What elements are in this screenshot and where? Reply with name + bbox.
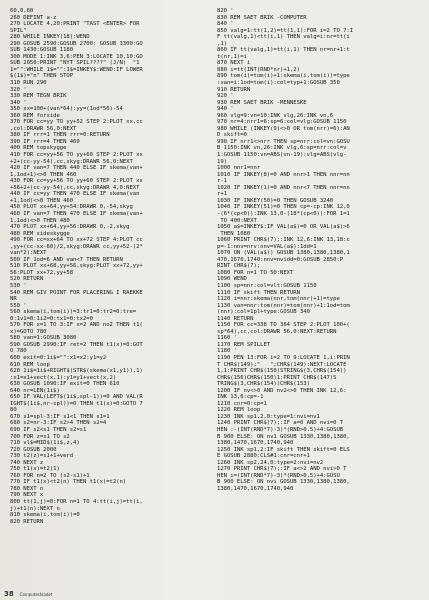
code-line: j)+t1(n):NEXT n: [10, 505, 60, 512]
code-line: 690 IF s2<s1 THEN s2=s1: [10, 427, 87, 433]
code-line: HEN :-(INT(RND*7)-3)*(RND>0.5)+4:GOSUB: [217, 427, 344, 433]
code-line: 1160 ': [217, 335, 237, 342]
code-line: :van=i:1od=tom(i):col=typ+1:GOSUB 350: [217, 80, 340, 87]
code-line: 1100 sp=nnr:col=vlt:GOSUB 1150: [217, 282, 317, 289]
code-line: 1060 PRINT CHR$(7);:INK 12,6:INK 13,18:c: [217, 237, 350, 244]
code-line: 410 FOR cc=yy+56 TO yy+60 STEP 2:PLOT xx: [10, 152, 143, 159]
code-line: 470 PLOT xx+64,yy+56:DRAWR 0,-2,skyg: [10, 224, 130, 231]
code-line: 480 REM sideskygge: [10, 230, 70, 237]
code-line: 970 nr=4:nrr1=6:sp=6:col=vlg:GOSUB 1150: [217, 119, 347, 126]
code-line: 1120 i=nnr:skema(nnr,tom(nnr)+1)=type: [217, 296, 340, 303]
code-line: 710 vl$=MID$(1i$,z,4): [10, 440, 80, 447]
code-line: 520 RETURN: [10, 276, 44, 283]
code-line: 1240 PRINT CHR$(7);:IF a=0 AND nvi=0 T: [217, 420, 344, 427]
code-line: 670 s1=spl-3:IF s1<1 THEN s1=1: [10, 413, 110, 420]
code-line: TRING$(3,CHR$(154))CHR$(153): [217, 381, 310, 388]
code-line: 280 WHILE INKEY(18):WEND: [10, 34, 90, 41]
code-line: 770 IF t1(x)<t2(n) THEN t1(x)=t2(n): [10, 479, 127, 486]
code-line: ,yy+(cc-xx-60)/2,skyg:DRAWR cc,yy+52-(2*: [10, 243, 143, 250]
code-line: 460 IF van=7 THEN 470 ELSE IF skema(van+: [10, 210, 143, 217]
code-line: 440 IF cc=yy THEN 470 ELSE IF skema(van: [10, 191, 140, 198]
code-line: 1130 van=nnr:tom(nnr)=tom(nnr)+1:1od=tom: [217, 302, 350, 309]
code-line: 640 nr=LEN(1i$): [10, 387, 60, 394]
code-line: HEN i=(INT(RND*7)-3)*(RND>0.5)+4:GOSU: [217, 472, 340, 479]
code-line: 490 FOR cc=xx+64 TO xx+72 STEP 4:PLOT cc: [10, 237, 143, 244]
code-line: 300 MODE 1:INK 3,6:PEN 3:LOCATE 10,10:GO: [10, 53, 143, 60]
code-line: 500 IF 1od=6 AND van<7 THEN RETURN: [10, 256, 123, 263]
code-line: INK 13,6:cp=-1: [217, 394, 264, 401]
code-line: 1030 IF INKEY(50)=0 THEN GOSUB 3240: [217, 197, 334, 204]
code-line: 1,1od+1)<>0 THEN 460: [10, 171, 77, 178]
code-line: 680 s2=nr-3:IF s2>4 THEN s2=4: [10, 420, 107, 427]
code-line: $(1$)="n" THEN STOP: [10, 73, 74, 80]
code-line: 1="":WHILE 1$="":1$=INKEY$:WEND:IF LOWER: [10, 66, 143, 73]
code-line: sp*64),cc,col:DRAWR 56,0:NEXT:RETURN: [217, 328, 337, 335]
code-line: 1070 ON (VAL(a$)) GOSUB 1380,1380,1380,1: [217, 250, 350, 257]
code-line: T CHR$(149);" ";CHR$(149):NEXT:LOCATE: [217, 361, 347, 368]
magazine-name: Computerbladet: [19, 592, 53, 597]
code-line: 810 skema(i,tom(i))=0: [10, 512, 80, 519]
code-line: 1110 IF skift THEN RETURN: [217, 289, 300, 296]
code-line: 1200 IF nv<>0 AND nv2<>0 THEN INK 12,6:: [217, 387, 347, 394]
code-line: 1050 a$=INKEY$:IF VAL(a$)=0 OR VAL(a$)>6: [217, 224, 350, 231]
code-line: TO 400:NEXT: [217, 217, 257, 224]
code-line: 390 IF rrr=4 THEN 460: [10, 138, 80, 145]
code-line: 730 t2(z)=s1+1+verd: [10, 453, 74, 460]
code-line: SPIL": [10, 27, 27, 34]
code-line: 760 FOR n=2 TO (s2-s1)+1: [10, 472, 90, 479]
code-line: 380 IF rrr=1 THEN rrr=0:RETURN: [10, 132, 110, 139]
code-line: 860 IF tt(valg,1)=tt(i,1) THEN nr=nr+1:t: [217, 47, 350, 54]
code-line: (nnr):col=1pl+type:GOSUB 340: [217, 309, 310, 316]
code-line: E GOSUB 2880:CLS#1:cnr=cnr+1: [217, 453, 310, 460]
page-footer: [4, 590, 52, 598]
code-line: 610 REM loop: [10, 361, 50, 368]
code-line: r-1: [217, 178, 227, 185]
code-line: NR: [10, 296, 17, 303]
code-line: t(nr,1)=i: [217, 53, 247, 60]
code-line: 930 REM SAET BRIK -MENNESKE: [217, 99, 307, 106]
code-line: 1080 FOR n=1 TO 50:NEXT: [217, 269, 294, 276]
code-line: 820 ': [217, 8, 234, 14]
page-number: 38: [4, 590, 14, 598]
code-line: THEN 1080: [217, 230, 251, 237]
code-line: ,1): [217, 40, 227, 47]
code-line: 740 NEXT z: [10, 459, 44, 466]
code-line: 840 ': [217, 21, 234, 28]
code-line: 1260 INK sp2,24,0:type=2:nvi=nv2: [217, 459, 324, 466]
listing-column-left: [10, 8, 210, 588]
code-line: 350 xx=100+(van*64):yy=(1od*56)-54: [10, 106, 123, 113]
code-line: 1180 ': [217, 348, 237, 355]
code-line: 360 REM forside: [10, 112, 60, 119]
code-line: 1190 PEN 13:FOR i=2 TO 9:LOCATE 1,i:PRIN: [217, 354, 350, 361]
code-line: +56+2+(cc-yy-54),cc,skyg:DRAWR 4,0:NEXT: [10, 184, 140, 191]
code-line: 430 FOR cc=yy+56 TO yy+60 STEP 2:PLOT xx: [10, 178, 143, 185]
code-line: 1090 WEND: [217, 276, 247, 283]
code-line: 700 FOR z=s1 TO s2: [10, 433, 70, 440]
code-line: 990 IF nrr1<>nrr THEN sp=nrr:col=vn:GOSU: [217, 138, 350, 145]
code-line: 650 IF VAL(LEFT$(1i$,spl-1))=0 AND VAL(R: [10, 394, 143, 401]
code-line: 540 REM GIV POINT FOR PLACERING I RAEKKE: [10, 289, 143, 296]
code-line: 790 NEXT x: [10, 492, 44, 499]
code-line: 450 PLOT xx+64,yy+54:DRAWR 0,-54,skyg: [10, 204, 133, 211]
code-line: 580 van=1:GOSUB 3080: [10, 335, 77, 342]
code-line: 1380,1470,1670,1740,940: [217, 440, 294, 447]
listing-column-right: [217, 8, 425, 588]
code-line: 56:PLOT xx+72,yy+58: [10, 269, 74, 276]
code-line: 400 REM topskygge: [10, 145, 67, 152]
code-line: p=-1:nnv=nrv:nnv=VAL(a$):1dd=1: [217, 243, 317, 250]
code-line: B 900 ELSE: ON nvi GOSUB 1330,1380,1380,: [217, 479, 350, 486]
code-line: 1,1od)<>0 THEN 480: [10, 217, 70, 224]
code-line: 60,0,60: [10, 8, 34, 14]
code-line: 1010 IF INKEY(8)=0 AND nnr>1 THEN nnr=nn: [217, 171, 350, 178]
code-line: 550 ': [10, 302, 27, 309]
code-line: SUB 2050:PRINT "NYT SPIL????" (J/N) "1: [10, 60, 140, 67]
code-line: IGHT$(1i$,nr-spl))=0 THEN t1(x)=0:GOTO 7: [10, 400, 143, 407]
code-line: 980 WHILE (INKEY(9)<>0 OR tom(nrr)=6):AN: [217, 125, 350, 132]
code-line: 720 GOSUB 2000: [10, 446, 57, 453]
code-line: 1210 cnr=0:cp=1: [217, 400, 267, 407]
code-line: CHR$(156)CHR$(150)1:PRINT CHR$(147)S: [217, 374, 337, 381]
code-line: 1040 IF INKEY(51)=0 THEN cp=-cp:INK 12,0: [217, 204, 350, 211]
code-line: 1220 REM loop: [217, 407, 261, 414]
code-line: 920 ': [217, 93, 234, 100]
code-line: 940 ': [217, 106, 234, 113]
code-line: 370 FOR cc=yy TO yy+52 STEP 2:PLOT xx,cc: [10, 119, 143, 126]
code-line: 1170 REM SPILLET: [217, 341, 271, 348]
code-line: 420 IF van=7 THEN 440 ELSE IF skema(van+: [10, 165, 143, 172]
code-line: 820 RETURN: [10, 518, 44, 525]
code-line: 630 GOSUB 1090:IF exit=0 THEN 610: [10, 381, 120, 388]
code-line: O 780: [10, 348, 27, 355]
code-line: SUB 1430:GOSUB 1180: [10, 47, 74, 54]
code-line: 80: [10, 407, 17, 414]
code-line: 960 vlg=9:vn=10:INK vlg,26:INK vn,6: [217, 112, 334, 119]
code-line: B 1150:INK vn,26:INK vlg,6:sp=nrr:col=v: [217, 145, 347, 152]
code-line: 600 exit=0:1i$="":x1=x2:y1=y2: [10, 354, 107, 361]
code-line: 910 RETURN: [217, 86, 251, 93]
code-line: D skift=0: [217, 132, 247, 139]
code-line: 1380,1470,1670,1740,940: [217, 485, 294, 492]
code-line: 890 tom(i)=tom(i)+1:skema(i,tom(i))=type: [217, 73, 350, 80]
code-line: +2+(cc-yy-54),cc,skyg:DRAWR 56,0:NEXT: [10, 158, 133, 165]
code-line: 620 1i$=1i$+RIGHT$(STR$(skema(x1,y1)),1): [10, 368, 143, 375]
code-line: 830 REM SAET BRIK -COMPUTER: [217, 14, 307, 21]
code-line: r+1: [217, 191, 227, 198]
code-line: 780 NEXT n: [10, 485, 44, 492]
code-line: 1,1:PRINT CHR$(150)STRING$(3,CHR$(154)): [217, 368, 347, 375]
code-line: 310 RUN 290: [10, 80, 47, 87]
code-line: 340 ': [10, 99, 27, 106]
code-line: 1270 PRINT CHR$(7);:IF a<>2 AND nvi>0 T: [217, 466, 347, 473]
code-line: 320 ': [10, 86, 27, 93]
code-line: 0:1v1=0:1i2=0:tx1=0:tx2=0: [10, 315, 93, 322]
code-line: :x1=x1+vect(x,1):y1=y1+vect(x,2): [10, 374, 117, 381]
code-line: 750 t1(x)=t2(1): [10, 466, 60, 473]
code-line: ,col:DRAWR 56,0:NEXT: [10, 125, 77, 132]
code-line: van*2):NEXT: [10, 250, 47, 257]
code-line: 1150 FOR cc=338 TO 364 STEP 2:PLOT 100+(: [217, 322, 350, 329]
code-line: 1140 RETURN: [217, 315, 254, 322]
code-line: 1:GOSUB 1150:vn=ABS(vn-19):vlg=ABS(vlg-: [217, 152, 347, 159]
code-line: 570 FOR x=1 TO 3:IF x=2 AND no2 THEN t1(: [10, 322, 143, 329]
code-line: 260 DEFINT a-z: [10, 14, 57, 21]
code-line: RINT CHR$(7);: [217, 263, 261, 270]
code-line: 1000 nnr1=nnr: [217, 165, 261, 172]
code-line: 330 REM TEGN BRIK: [10, 93, 67, 100]
code-line: 290 GOSUB 2590:GOSUB 2700: GOSUB 3300:GO: [10, 40, 143, 47]
code-line: 800 tt(1,j)=0:FOR n=1 TO 4:tt(i,j)=tt(i,: [10, 499, 143, 506]
code-line: 510 PLOT xx+68,yy+56,skyg:PLOT xx+72,yy+: [10, 263, 143, 270]
code-line: 1230 INK sp1,2,0:type=1:nvi=nv1: [217, 413, 320, 420]
code-line: 590 GOSUB 2990:IF ret=2 THEN t1(x)=0:GOT: [10, 341, 143, 348]
code-line: 19): [217, 158, 227, 165]
code-line: 1020 IF INKEY(1)=0 AND nnr<7 THEN nnr=nn: [217, 184, 350, 191]
code-line: 470,1670,1740:nnv=nvidd=0:GOSUB 2850:P: [217, 256, 344, 263]
code-line: 270 LOCATE 4,20:PRINT "TAST <ENTER> FOR: [10, 21, 140, 28]
code-line: +1,1od)<>0 THEN 460: [10, 197, 74, 204]
code-line: F tt(valg,1)<tt(i,1) THEN valg=i:nr=tt(i: [217, 34, 350, 41]
code-line: 870 NEXT i: [217, 60, 251, 67]
code-line: 880 i=tt(INT(RND*nr)+1,2): [217, 66, 300, 73]
code-line: 1250 INK sp1,2:IF skift THEN skift=0 ELS: [217, 446, 350, 453]
code-line: 850 valg=1:tt(1,2)=tt(1,1):FOR i=2 TO 7:I: [217, 27, 354, 34]
code-line: x)=GOTO 780: [10, 328, 47, 335]
code-line: 530 ': [10, 282, 27, 289]
code-line: 560 skema(i,tom(i))=3:tr1=0:tr2=0:tre=: [10, 309, 137, 316]
code-line: B 900 ELSE: ON nv1 GOSUB 1330,1380,1380,: [217, 433, 350, 440]
code-line: -(6*(cp<0)):INK 13,0-(18*(cp<0)):FOR 1=1: [217, 210, 350, 217]
